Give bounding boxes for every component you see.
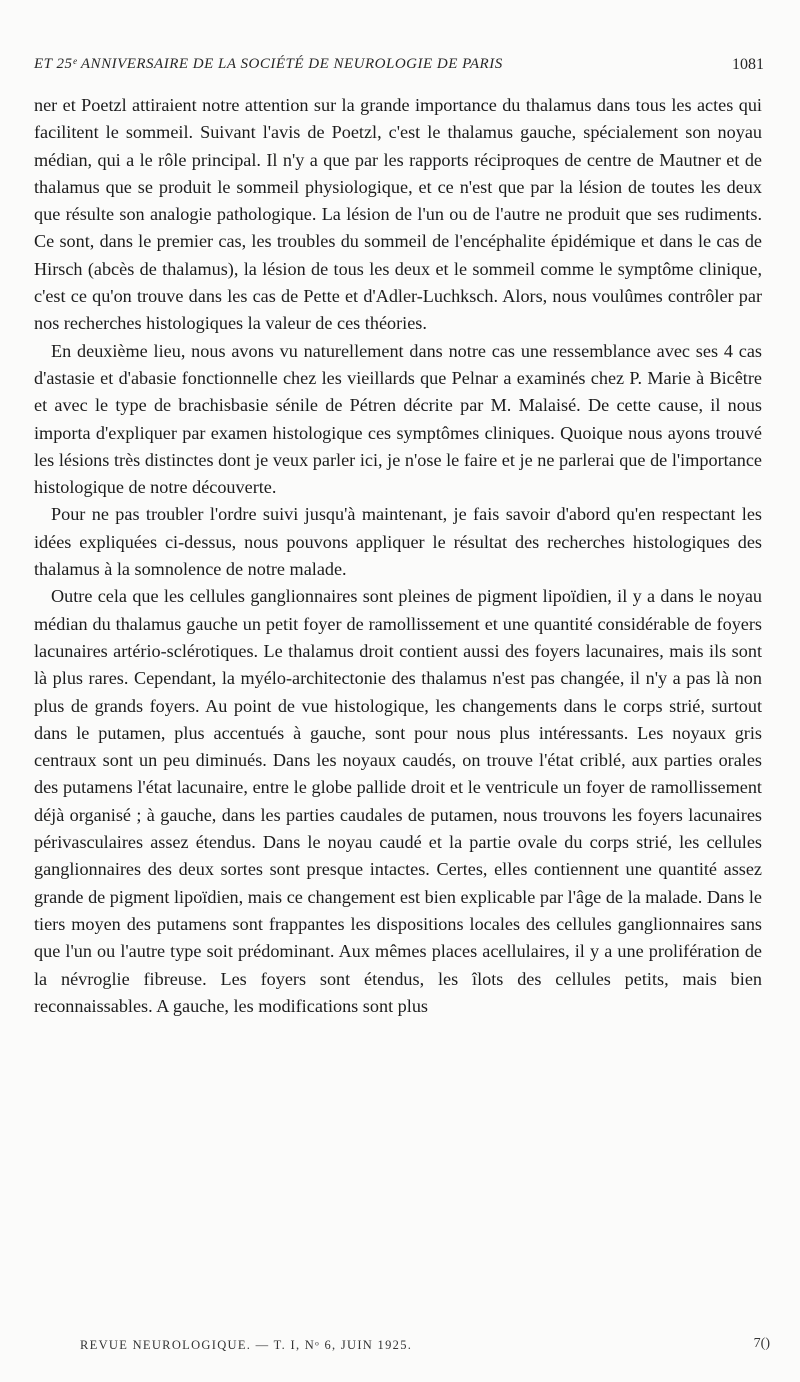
signature-mark: 7(): [753, 1336, 770, 1351]
page-number: 1081: [732, 56, 764, 73]
paragraph-2: En deuxième lieu, nous avons vu naturellement dans notre cas une ressemblance avec ses 4 cas d'astasie et d'abasie fonctionnelle chez les vieillards que Pelnar a examinés chez P. Marie à Bicêtre et avec le type de brachisbasie sénile de Pétren décrite par M. Malaisé. De cette cause, il nous importa d'expliquer par examen histologique ces symptômes cliniques. Quoique nous ayons trouvé les lésions très distinctes dont je veux parler ici, je n'ose le faire et je ne parlerai que de l'importance histologique de notre découverte.: [34, 340, 762, 498]
paragraph-1: ner et Poetzl attiraient notre attention sur la grande importance du thalamus dans tous les actes qui facilitent le sommeil. Suivant l'avis de Poetzl, c'est le thalamus gauche, spécialement son noyau médian, qui a le rôle principal. Il n'y a que par les rapports réciproques de centre de Mautner et de thalamus que se produit le sommeil physiologique, et ce n'est que par la lésion de toutes les deux que résulte son analogie pathologique. La lésion de l'un ou de l'autre ne produit que ses rudiments. Ce sont, dans le premier cas, les troubles du sommeil de l'encéphalite épidémique et dans le cas de Hirsch (abcès de thalamus), la lésion de tous les deux et le sommeil comme le symptôme clinique, c'est ce qu'on trouve dans les cas de Pette et d'Adler-Luchksch. Alors, nous voulûmes contrôler par nos recherches histologiques la valeur de ces théories.: [34, 95, 762, 334]
paragraph-3: Pour ne pas troubler l'ordre suivi jusqu'à maintenant, je fais savoir d'abord qu'en respectant les idées expliquées ci-dessus, nous pouvons appliquer le résultat des recherches histologiques des thalamus à la somnolence de notre malade.: [34, 504, 762, 580]
running-head: [34, 56, 764, 78]
page-footer: [80, 1338, 770, 1360]
paragraph-4: Outre cela que les cellules ganglionnaires sont pleines de pigment lipoïdien, il y a dans le noyau médian du thalamus gauche un petit foyer de ramollissement et une quantité considérable de foyers lacunaires artério-sclérotiques. Le thalamus droit contient aussi des foyers lacunaires, mais ils sont là plus rares. Cependant, la myélo-architectonie des thalamus n'est pas changée, il n'y a pas là non plus de grands foyers. Au point de vue histologique, les changements dans le corps strié, surtout dans le putamen, plus accentués à gauche, sont pour nous plus intéressants. Les noyaux gris centraux sont un peu diminués. Dans les noyaux caudés, on trouve l'état criblé, aux parties orales des putamens l'état lacunaire, entre le globe pallide droit et le ventricule un foyer de ramollissement déjà organisé ; à gauche, dans les parties caudales de putamen, nous trouvons les foyers lacunaires périvasculaires assez étendus. Dans le noyau caudé et la partie ovale du corps strié, les cellules ganglionnaires des deux sortes sont presque intactes. Certes, elles contiennent une quantité assez grande de pigment lipoïdien, mais ce changement est bien explicable par l'âge de la malade. Dans le tiers moyen des putamens sont frappantes les dispositions locales des cellules ganglionnaires sans que l'un ou l'autre type soit prédominant. Aux mêmes places acellulaires, il y a une prolifération de la névroglie fibreuse. Les foyers sont étendus, les îlots des cellules petits, mais bien reconnaissables. A gauche, les modifications sont plus: [34, 586, 762, 1016]
journal-footer: REVUE NEUROLOGIQUE. — T. I, Nᵒ 6, JUIN 1925.: [80, 1338, 413, 1352]
running-title: ET 25ᵉ ANNIVERSAIRE DE LA SOCIÉTÉ DE NEUROLOGIE DE PARIS: [34, 56, 503, 72]
body-text: [34, 92, 762, 1342]
